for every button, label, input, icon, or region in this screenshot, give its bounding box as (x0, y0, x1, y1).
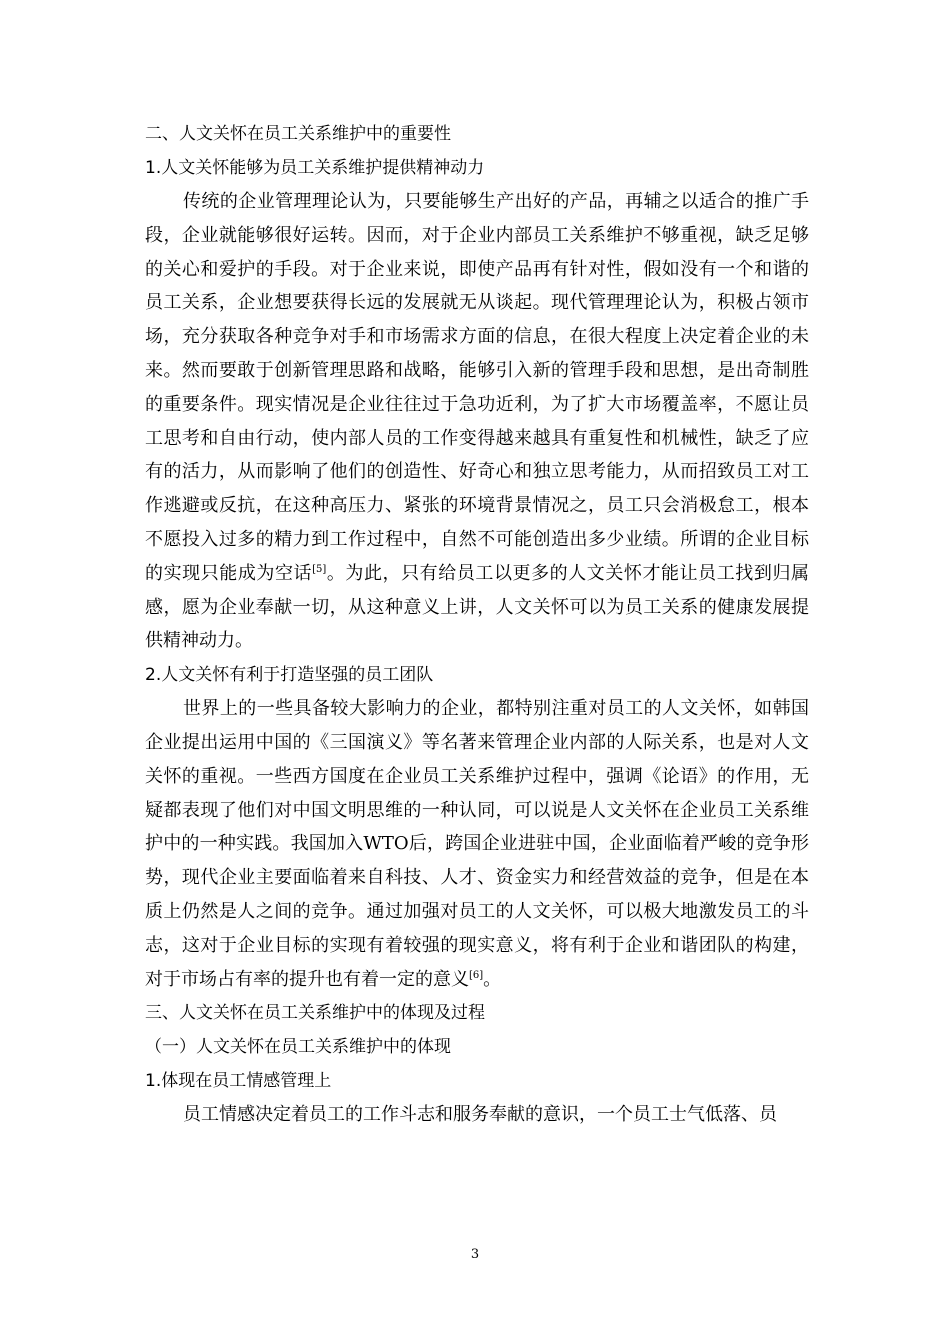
subsection-heading-3-1: （一）人文关怀在员工关系维护中的体现 (145, 1037, 451, 1058)
paragraph-text: 员工情感决定着员工的工作斗志和服务奉献的意识，一个员工士气低落、员 (183, 1104, 777, 1126)
body-paragraph-1 (145, 185, 809, 658)
paragraph-text: 传统的企业管理理论认为，只要能够生产出好的产品，再辅之以适合的推广手段，企业就能够很好运转。因而，对于企业内部员工关系维护不够重视，缺乏足够的关心和爱护的手段。对于企业来说，即使产品再有针对性，假如没有一个和谐的员工关系，企业想要获得长远的发展就无从谈起。现代管理理论认为，积极占领市场，充分获取各种竞争对手和市场需求方面的信息，在很大程度上决定着企业的未来。然而要敢于创新管理思路和战略，能够引入新的管理手段和思想，是出奇制胜的重要条件。现实情况是企业往往过于急功近利，为了扩大市场覆盖率，不愿让员工思考和自由行动，使内部人员的工作变得越来越具有重复性和机械性，缺乏了应有的活力，从而影响了他们的创造性、好奇心和独立思考能力，从而招致员工对工作逃避或反抗，在这种高压力、紧张的环境背景情况之，员工只会消极怠工，根本不愿投入过多的精力到工作过程中，自然不可能创造出多少业绩。所谓的企业目标的实现只能成为空话 (145, 191, 809, 584)
subsection-heading-2: 2.人文关怀有利于打造坚强的员工团队 (145, 665, 434, 686)
paragraph-text-continued: 。 (483, 968, 502, 990)
citation-5[interactable]: [5] (312, 563, 327, 575)
body-paragraph-2 (145, 692, 809, 996)
subsection-heading-3-1-1: 1.体现在员工情感管理上 (145, 1071, 332, 1092)
section-heading-2: 二、人文关怀在员工关系维护中的重要性 (145, 124, 451, 144)
body-paragraph-3 (145, 1098, 809, 1132)
paragraph-text: 世界上的一些具备较大影响力的企业，都特别注重对员工的人文关怀，如韩国企业提出运用中国的《三国演义》等名著来管理企业内部的人际关系，也是对人文关怀的重视。一些西方国度在企业员工关系维护过程中，强调《论语》的作用，无疑都表现了他们对中国文明思维的一种认同，可以说是人文关怀在企业员工关系维护中的一种实践。我国加入WTO后，跨国企业进驻中国，企业面临着严峻的竞争形势，现代企业主要面临着来自科技、人才、资金实力和经营效益的竞争，但是在本质上仍然是人之间的竞争。通过加强对员工的人文关怀，可以极大地激发员工的斗志，这对于企业目标的实现有着较强的现实意义，将有利于企业和谐团队的构建，对于市场占有率的提升也有着一定的意义 (145, 698, 809, 990)
section-heading-3: 三、人文关怀在员工关系维护中的体现及过程 (145, 1003, 485, 1024)
document-body (145, 117, 809, 1132)
paragraph-text-continued: 。为此，只有给员工以更多的人文关怀才能让员工找到归属感，愿为企业奉献一切，从这种意义上讲，人文关怀可以为员工关系的健康发展提供精神动力。 (145, 562, 810, 652)
citation-6[interactable]: [6] (469, 969, 484, 981)
subsection-heading-1: 1.人文关怀能够为员工关系维护提供精神动力 (145, 158, 485, 178)
page-number: 3 (470, 1247, 480, 1262)
